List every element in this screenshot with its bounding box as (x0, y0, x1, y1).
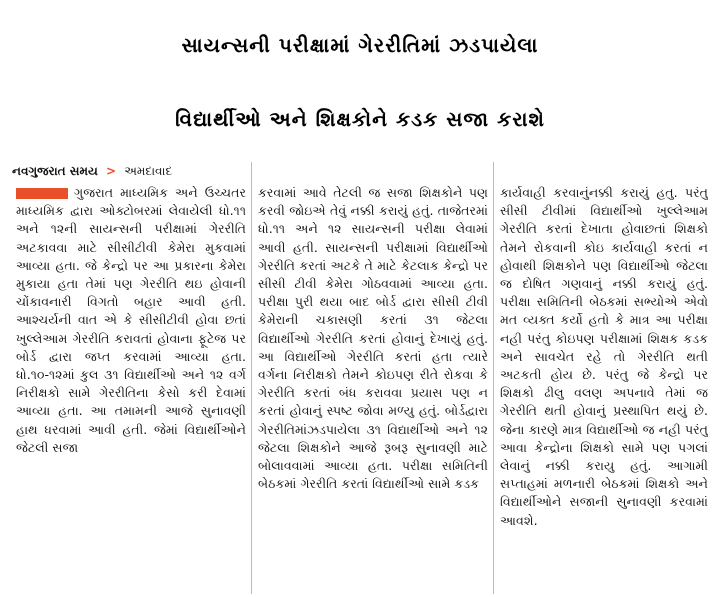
headline-line-1: સાયન્સની પરીક્ષામાં ગેરરીતિમાં ઝડપાયેલા (181, 33, 539, 57)
chevron-right-icon: > (106, 164, 117, 178)
column-divider (251, 162, 252, 594)
article-column-2 (258, 184, 488, 594)
lead-marker (16, 188, 68, 199)
headline-line-2: વિદ્યાર્થીઓ અને શિક્ષકોને કડક સજા કરાશે (175, 107, 545, 131)
byline-city: અમદાવાદ (124, 164, 173, 178)
column-divider (493, 162, 494, 594)
byline (12, 164, 172, 179)
column-1-text: ગુજરાત માધ્યમિક અને ઉચ્ચતર માધ્યમિક દ્વારા ઓક્ટોબરમાં લેવાયેલી ધો.૧૧ અને ૧૨ની સાયન્સની પરીક્ષામાં ગેરરીતિ અટકાવવા માટે સીસીટીવી કેમેરા મુકવામાં આવ્યા હતા. જે કેન્દ્રો પર આ પ્રકારના કેમેરા મુકાયા હતા તેમાં પણ ગેરરીતિ થઇ હોવાની ચોંકાવનારી વિગતો બહાર આવી હતી. આશ્ચર્યની વાત એ કે સીસીટીવી હોવા છતાં ખુલ્લેઆમ ગેરરીતિ કરાવતાં હોવાના ફૂટેજ પર બોર્ડ દ્વારા જપ્ત કરવામાં આવ્યા હતા. ધો.૧૦-૧૨માં કુલ ૩૧ વિદ્યાર્થીઓ અને ૧૨ વર્ગ નિરીક્ષકો સામે ગેરરીતિના કેસો કરી દેવામાં આવ્યા હતા. આ તમામની આજે સુનાવણી હાથ ધરવામાં આવી હતી. જેમાં વિદ્યાર્થીઓને જેટલી સજા (16, 185, 246, 455)
column-2-text: કરવામાં આવે તેટલી જ સજા શિક્ષકોને પણ કરવી જોઇએ તેવું નક્કી કરાયું હતું. તાજેતરમાં ધો.૧૧ અને ૧૨ સાયન્સની પરીક્ષા લેવામાં આવી હતી. સાયન્સની પરીક્ષામાં વિદ્યાર્થીઓ ગેરરીતિ કરતાં અટકે તે માટે કેટલાક કેન્દ્રો પર સીસી ટીવી કેમેરા ગોઠવવામાં આવ્યા હતા. પરીક્ષા પુરી થયા બાદ બોર્ડ દ્વારા સીસી ટીવી કેમેરાની ચકાસણી કરતાં ૩૧ જેટલા વિદ્યાર્થીઓ ગેરરીતિ કરતાં હોવાનું દેખાયું હતું. આ વિદ્યાર્થીઓ ગેરરીતિ કરતાં હતા ત્યારે વર્ગના નિરીક્ષકો તેમને કોઇપણ રીતે રોકવા કે ગેરરીતિ કરતાં બંધ કરાવવા પ્રયાસ પણ ન કરતાં હોવાનું સ્પષ્ટ જોવા મળ્યુ હતું. બોર્ડદ્વારા ગેરરીતિમાંઝડપાયેલા ૩૧ વિદ્યાર્થીઓ અને ૧૨ જેટલા શિક્ષકોને આજે રૂબરૂ સુનાવણી માટે બોલાવવામાં આવ્યા હતા. પરીક્ષા સમિતિની બેઠકમાં ગેરરીતિ કરતાં વિદ્યાર્થીઓ સામે કડક (258, 185, 488, 492)
article-column-1 (16, 184, 246, 594)
article-column-3 (500, 184, 708, 594)
column-3-text: કાર્યવાહી કરવાનુંનક્કી કરાયું હતુ. પરંતુ સીસી ટીવીમાં વિદ્યાર્થીઓ ખુલ્લેઆમ ગેરરીતિ કરતાં દેખાતા હોવાછતાં શિક્ષકો તેમને રોકવાની કોઇ કાર્યવાહી કરતાં ન હોવાથી શિક્ષકોને પણ વિદ્યાર્થીઓ જેટલા જ દોષિત ગણવાનું નક્કી કરાયું હતું. પરીક્ષા સમિતિની બેઠકમાં સભ્યોએ એવો મત વ્યક્ત કર્યો હતો કે માત્ર આ પરીક્ષા નહી પરંતુ કોઇપણ પરીક્ષામાં શિક્ષક કડક અને સાવચેત રહે તો ગેરરીતિ થતી અટકતી હોય છે. પરંતુ જે કેન્દ્રો પર શિક્ષકો ઢીલુ વલણ અપનાવે તેમાં જ ગેરરીતિ થતી હોવાનું પ્રસ્થાપિત થયું છે. જેના કારણે માત્ર વિદ્યાર્થીઓ જ નહી પરંતુ આવા કેન્દ્રોના શિક્ષકો સામે પણ પગલાં લેવાનું નક્કી કરાયુ હતું. આગામી સપ્તાહમાં મળનારી બેઠકમાં શિક્ષકો અને વિદ્યાર્થીઓને સજાની સુનાવણી કરવામાં આવશે. (500, 185, 708, 528)
byline-source: નવગુજરાત સમય (12, 164, 98, 178)
